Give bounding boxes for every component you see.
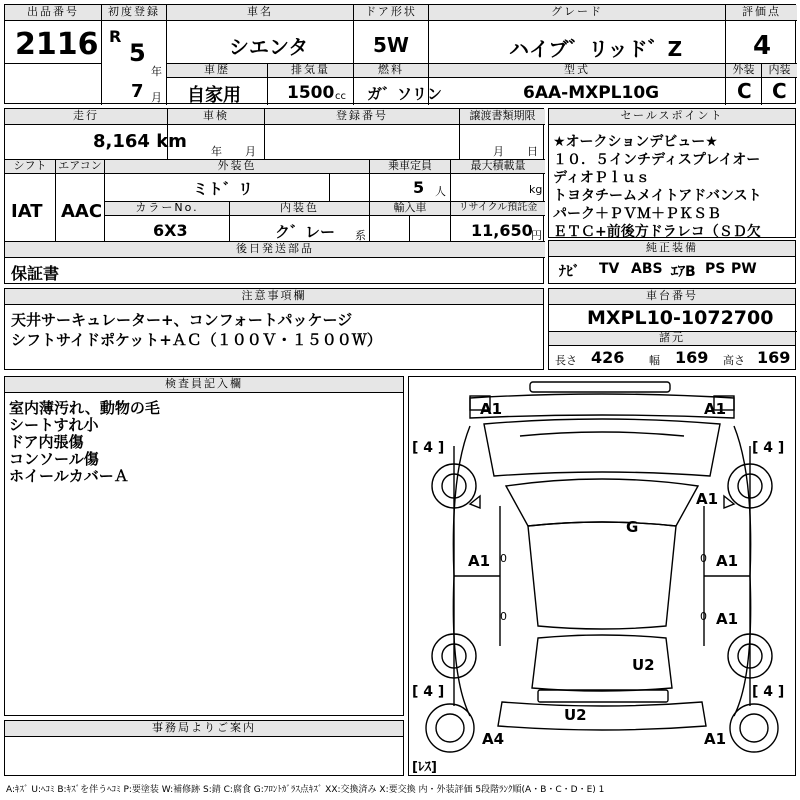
displacement-label: 排気量: [268, 64, 353, 78]
shift-label: シフト: [5, 160, 55, 174]
spare-tire: [ﾚｽ]: [412, 760, 437, 775]
color-no-label: カラーNo.: [105, 202, 229, 216]
ext-color: ミト゛リ: [193, 180, 254, 198]
import-label: 輸入車: [370, 202, 450, 216]
damage-rear-left: A4: [482, 730, 505, 748]
car-outline: [410, 376, 794, 776]
inspection-label: 車検: [168, 109, 264, 125]
ac-label: エアコン: [56, 160, 104, 174]
sales-line: パーク＋ＰＶＭ＋ＰＫＳＢ: [553, 206, 721, 222]
reg-no-label: 登録番号: [265, 109, 459, 125]
interior-grade: C: [772, 79, 787, 103]
mileage-label: 走行: [5, 109, 167, 125]
width-label: 幅: [649, 354, 660, 367]
notes-box: [4, 288, 544, 370]
history: 自家用: [187, 85, 241, 106]
inspector-line: コンソール傷: [9, 450, 99, 468]
width: 169: [675, 348, 709, 367]
reg-month: 7: [131, 81, 144, 102]
inspector-line: ホイールカバーＡ: [9, 467, 129, 485]
recycle-fee: 11,650: [471, 221, 533, 240]
car-name: シエンタ: [229, 35, 309, 59]
tire-front-right: [ 4 ]: [752, 440, 785, 456]
height: 169: [757, 348, 791, 367]
damage-rear-glass: U2: [632, 656, 655, 674]
inspector-box: [4, 376, 404, 716]
tire-rear-right: [ 4 ]: [752, 684, 785, 700]
capacity-unit: 人: [435, 185, 446, 198]
equipment-item: PW: [731, 261, 757, 277]
fuel: ガ゛ソリン: [367, 85, 443, 103]
equipment-item: PS: [705, 261, 726, 277]
insp-month-unit: 月: [245, 145, 256, 158]
fuel-label: 燃料: [354, 64, 428, 78]
door-type: 5W: [373, 33, 409, 57]
shift: IAT: [11, 201, 43, 222]
max-load-label: 最大積載量: [451, 160, 545, 174]
notes-line: シフトサイドポケット+ＡＣ（１００Ｖ・１５００Ｗ）: [11, 331, 382, 349]
damage-small-mark: 0: [500, 610, 507, 623]
exterior-grade: C: [737, 79, 752, 103]
inspector-line: 室内薄汚れ、動物の毛: [9, 399, 160, 417]
damage-rear-door-right: A1: [716, 610, 739, 628]
month-unit: 月: [151, 91, 162, 104]
office-label: 事務局よりご案内: [5, 721, 403, 737]
door-label: ドア形状: [354, 5, 428, 21]
ext-color-label: 外装色: [105, 160, 369, 174]
displacement-unit: cc: [335, 91, 346, 102]
dims-label: 諸元: [549, 332, 795, 346]
length: 426: [591, 348, 625, 367]
reg-year: 5: [129, 39, 146, 67]
capacity-label: 乗車定員: [370, 160, 450, 174]
inspector-line: ドア内張傷: [9, 433, 84, 451]
equipment-box: [548, 240, 796, 284]
grade-label: グレード: [429, 5, 725, 21]
damage-door-left: A1: [468, 552, 491, 570]
damage-rear-bumper: U2: [564, 706, 587, 724]
insp-year-unit: 年: [211, 145, 222, 158]
deadline-day-unit: 日: [527, 145, 538, 158]
length-label: 長さ: [555, 354, 577, 367]
car-name-label: 車名: [167, 5, 353, 21]
recycle-unit: 円: [531, 229, 542, 242]
model-label: 型式: [429, 64, 725, 78]
max-load-unit: kg: [529, 183, 543, 196]
score: 4: [753, 31, 772, 61]
damage-rear-right: A1: [704, 730, 727, 748]
damage-small-mark: 0: [700, 552, 707, 565]
mileage: 8,164 km: [93, 131, 187, 152]
damage-fender-right: A1: [696, 490, 719, 508]
first-reg-label: 初度登録: [102, 5, 166, 21]
chassis-box: [548, 288, 796, 370]
color-no: 6X3: [153, 221, 188, 240]
capacity: 5: [413, 178, 425, 197]
era: R: [109, 27, 122, 46]
equipment-item: ﾅﾋﾞ: [559, 264, 580, 280]
office-box: [4, 720, 404, 776]
damage-small-mark: 0: [500, 552, 507, 565]
later-parts: 保証書: [11, 264, 60, 283]
car-diagram: [410, 376, 794, 776]
ac: AAC: [61, 201, 103, 222]
lot-number: 2116: [15, 27, 99, 62]
sales-line: トヨタチームメイトアドバンスト: [553, 188, 762, 204]
sales-line: ＥＴＣ+前後方ドラレコ（ＳＤ欠: [553, 224, 761, 240]
deadline-month-unit: 月: [493, 145, 504, 158]
sales-box: [548, 108, 796, 238]
notes-label: 注意事項欄: [5, 289, 543, 305]
inspector-line: シートすれ小: [9, 416, 99, 434]
int-color: ク゛レー: [275, 223, 336, 241]
year-unit: 年: [151, 65, 162, 78]
model: 6AA-MXPL10G: [523, 83, 660, 103]
history-label: 車歴: [167, 64, 267, 78]
chassis-number: MXPL10-1072700: [587, 307, 774, 329]
score-label: 評価点: [726, 5, 797, 21]
grade: ハイブ゛リッド゛Z: [509, 37, 683, 61]
tire-rear-left: [ 4 ]: [412, 684, 445, 700]
damage-front-right: A1: [704, 400, 727, 418]
sales-line: １０．５インチディスプレイオー: [553, 152, 761, 168]
notes-line: 天井サーキュレーター+、コンフォートパッケージ: [11, 311, 353, 329]
later-parts-label: 後日発送部品: [5, 242, 545, 258]
tire-front-left: [ 4 ]: [412, 440, 445, 456]
lot-label: 出品番号: [5, 5, 101, 21]
height-label: 高さ: [723, 354, 745, 367]
damage-roof: G: [626, 518, 639, 536]
damage-small-mark: 0: [700, 610, 707, 623]
legend-text: A:ｷｽﾞ U:ﾍｺﾐ B:ｷｽﾞを伴うﾍｺﾐ P:要塗装 W:補修跡 S:錆 C:腐食 G:ﾌﾛﾝﾄｶﾞﾗｽ点ｷｽﾞ XX:交換済み X:要交換 内・外装評価 5段階ﾗﾝｸ順(A・B・C・D・E) 1: [6, 785, 605, 795]
equipment-label: 純正装備: [549, 241, 795, 257]
recycle-label: リサイクル預託金: [451, 202, 545, 216]
int-color-unit: 系: [355, 229, 366, 242]
exterior-label: 外装: [726, 64, 761, 78]
details-box: [4, 108, 544, 284]
sales-line: ★オークションデビュー★: [553, 134, 718, 150]
equipment-item: ｴｱB: [671, 264, 696, 280]
inspector-label: 検査員記入欄: [5, 377, 403, 393]
deadline-label: 譲渡書類期限: [460, 109, 545, 125]
equipment-item: ABS: [631, 261, 663, 277]
damage-door-right: A1: [716, 552, 739, 570]
sales-line: ディオＰｌｕｓ: [553, 170, 650, 186]
damage-front-left: A1: [480, 400, 503, 418]
int-color-label: 内装色: [230, 202, 369, 216]
header-box: [4, 4, 796, 104]
interior-label: 内装: [762, 64, 797, 78]
sales-label: セールスポイント: [549, 109, 795, 125]
equipment-item: TV: [599, 261, 620, 277]
chassis-label: 車台番号: [549, 289, 795, 305]
displacement: 1500: [287, 83, 335, 103]
